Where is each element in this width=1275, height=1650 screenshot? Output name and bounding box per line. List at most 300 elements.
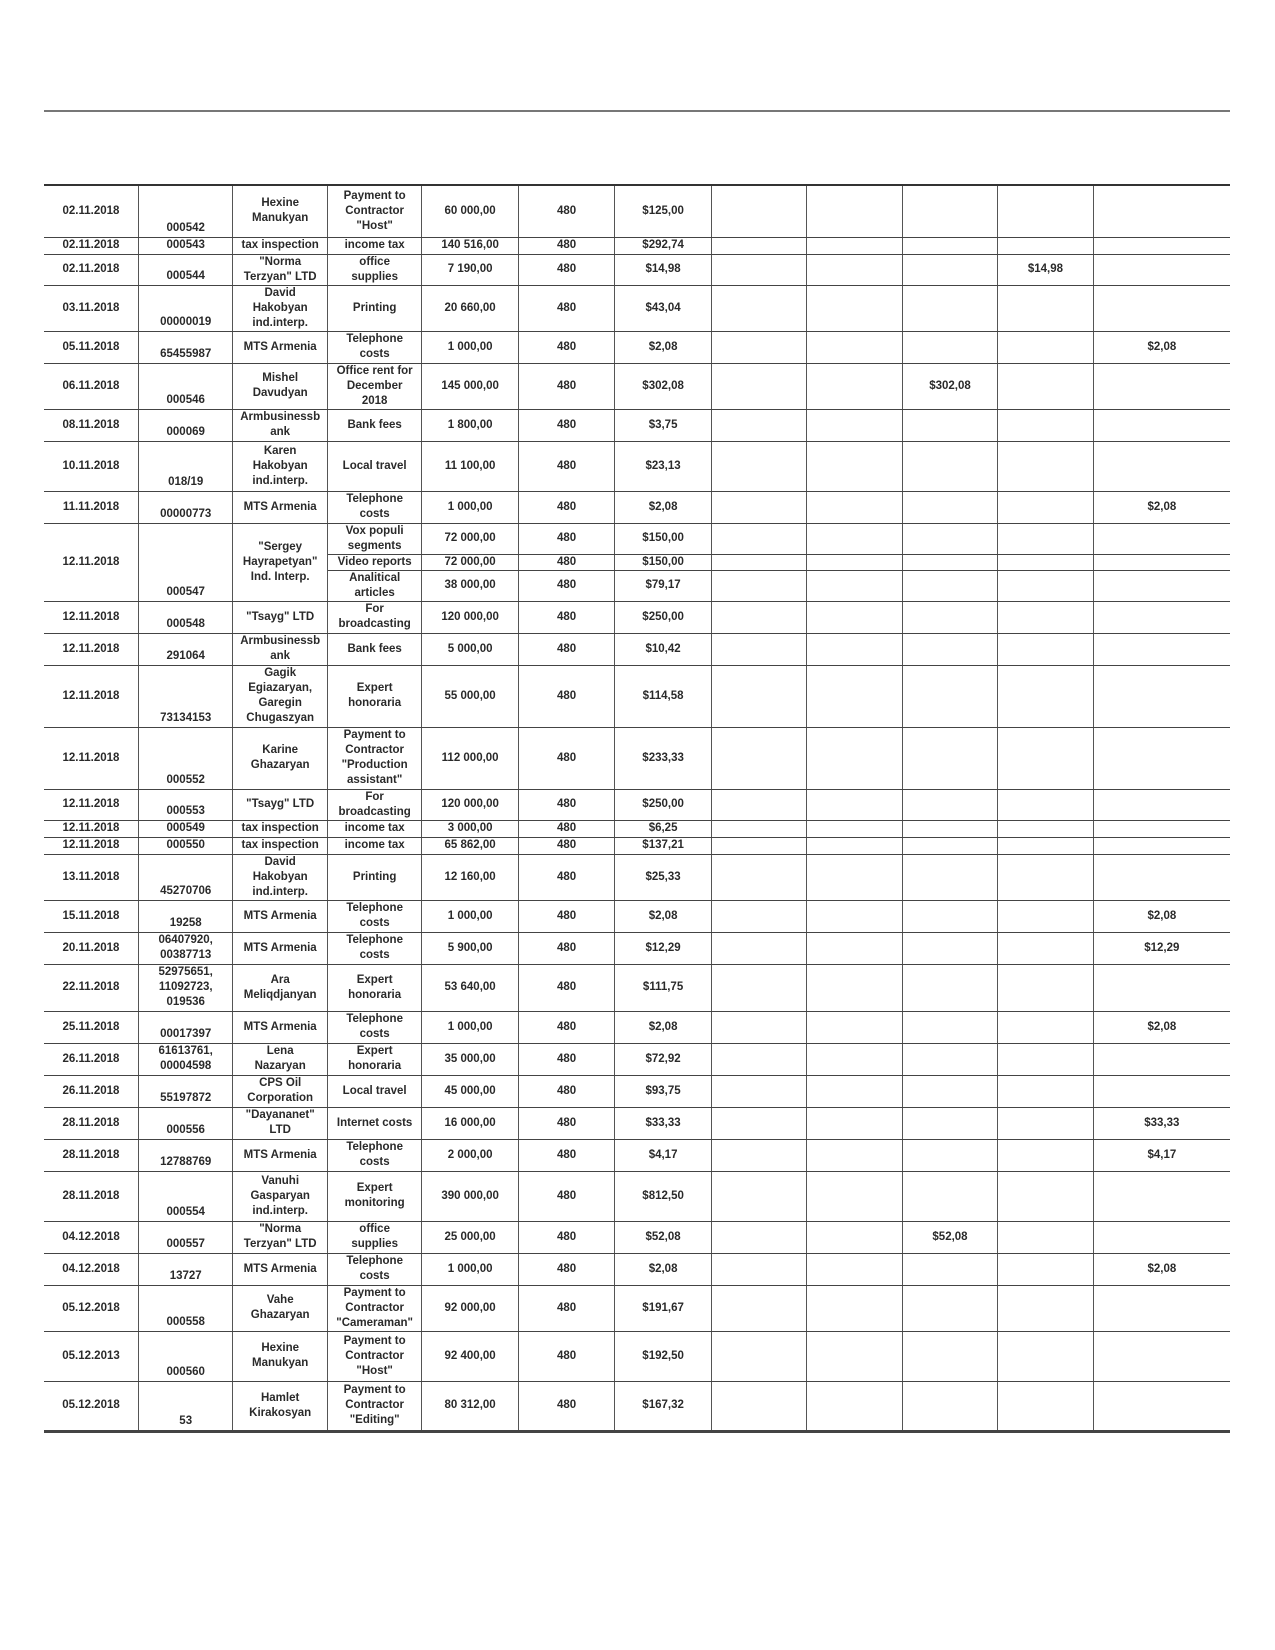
counterparty-cell: MTS Armenia (233, 1253, 327, 1285)
purpose-cell: Video reports (327, 554, 421, 570)
doc-number-cell: 000069 (138, 409, 232, 441)
purpose-cell: Local travel (327, 1075, 421, 1107)
expense-col-3-cell (902, 185, 997, 237)
purpose-cell: Internet costs (327, 1107, 421, 1139)
doc-number-cell: 000552 (138, 727, 232, 789)
amount-amd-cell: 140 516,00 (422, 237, 518, 254)
expense-col-2-cell (807, 285, 902, 331)
amount-amd-cell: 5 000,00 (422, 633, 518, 665)
expense-col-1-cell (711, 601, 806, 633)
purpose-cell: office supplies (327, 254, 421, 285)
expense-col-2-cell (807, 254, 902, 285)
counterparty-cell: MTS Armenia (233, 491, 327, 523)
expense-col-5-cell (1093, 601, 1230, 633)
date-cell: 08.11.2018 (44, 409, 138, 441)
expense-col-4-cell (998, 1381, 1093, 1431)
expense-col-2-cell (807, 185, 902, 237)
expense-col-5-cell (1093, 237, 1230, 254)
expense-col-5-cell (1093, 1043, 1230, 1075)
doc-number-cell: 018/19 (138, 441, 232, 491)
exchange-rate-cell: 480 (518, 854, 614, 900)
amount-amd-cell: 35 000,00 (422, 1043, 518, 1075)
table-row (44, 331, 1230, 363)
amount-usd-cell: $10,42 (615, 633, 711, 665)
counterparty-cell: Vanuhi Gasparyan ind.interp. (233, 1171, 327, 1221)
expense-col-2-cell (807, 1171, 902, 1221)
expense-col-5-cell (1093, 554, 1230, 570)
exchange-rate-cell: 480 (518, 254, 614, 285)
amount-usd-cell: $6,25 (615, 820, 711, 837)
expense-col-4-cell (998, 1139, 1093, 1171)
doc-number-cell: 000554 (138, 1171, 232, 1221)
purpose-cell: Expert honoraria (327, 665, 421, 727)
purpose-cell: Telephone costs (327, 932, 421, 964)
amount-amd-cell: 1 000,00 (422, 1011, 518, 1043)
counterparty-cell: tax inspection (233, 237, 327, 254)
doc-number-cell: 000546 (138, 363, 232, 409)
expense-col-2-cell (807, 1075, 902, 1107)
purpose-cell: Printing (327, 854, 421, 900)
table-row (44, 1107, 1230, 1139)
purpose-cell: Payment to Contractor "Editing" (327, 1381, 421, 1431)
doc-number-cell: 00000773 (138, 491, 232, 523)
expense-col-3-cell (902, 820, 997, 837)
expense-col-3-cell (902, 409, 997, 441)
expense-col-3-cell (902, 554, 997, 570)
expense-col-4-cell (998, 727, 1093, 789)
expense-col-1-cell (711, 633, 806, 665)
counterparty-cell: "Dayananet" LTD (233, 1107, 327, 1139)
expense-col-1-cell (711, 1253, 806, 1285)
expense-col-5-cell (1093, 964, 1230, 1011)
expense-col-2-cell (807, 570, 902, 601)
counterparty-cell: Hexine Manukyan (233, 1331, 327, 1381)
expense-col-5-cell (1093, 441, 1230, 491)
expense-col-4-cell (998, 570, 1093, 601)
exchange-rate-cell: 480 (518, 523, 614, 554)
expense-col-3-cell (902, 1043, 997, 1075)
expense-col-5-cell (1093, 727, 1230, 789)
purpose-cell: Bank fees (327, 409, 421, 441)
amount-amd-cell: 72 000,00 (422, 523, 518, 554)
expense-col-5-cell: $2,08 (1093, 1011, 1230, 1043)
doc-number-cell: 53 (138, 1381, 232, 1431)
exchange-rate-cell: 480 (518, 1043, 614, 1075)
expense-col-2-cell (807, 1285, 902, 1331)
purpose-cell: For broadcasting (327, 601, 421, 633)
expense-col-5-cell (1093, 837, 1230, 854)
expense-col-1-cell (711, 820, 806, 837)
purpose-cell: Local travel (327, 441, 421, 491)
purpose-cell: Analitical articles (327, 570, 421, 601)
exchange-rate-cell: 480 (518, 900, 614, 932)
purpose-cell: income tax (327, 237, 421, 254)
doc-number-cell: 00017397 (138, 1011, 232, 1043)
top-rule (44, 110, 1230, 112)
expense-col-3-cell (902, 254, 997, 285)
exchange-rate-cell: 480 (518, 964, 614, 1011)
purpose-cell: Expert honoraria (327, 1043, 421, 1075)
doc-number-cell: 000542 (138, 185, 232, 237)
expense-col-2-cell (807, 237, 902, 254)
doc-number-cell: 000549 (138, 820, 232, 837)
purpose-cell: office supplies (327, 1221, 421, 1253)
amount-usd-cell: $3,75 (615, 409, 711, 441)
counterparty-cell: "Tsayg" LTD (233, 789, 327, 820)
purpose-cell: Payment to Contractor "Production assistant" (327, 727, 421, 789)
amount-usd-cell: $2,08 (615, 900, 711, 932)
date-cell: 28.11.2018 (44, 1171, 138, 1221)
expense-col-2-cell (807, 331, 902, 363)
amount-usd-cell: $114,58 (615, 665, 711, 727)
purpose-cell: Telephone costs (327, 1139, 421, 1171)
table-row (44, 1381, 1230, 1431)
expense-col-2-cell (807, 523, 902, 554)
expense-col-1-cell (711, 1075, 806, 1107)
expense-col-5-cell: $2,08 (1093, 900, 1230, 932)
exchange-rate-cell: 480 (518, 633, 614, 665)
table-row (44, 1171, 1230, 1221)
amount-amd-cell: 1 000,00 (422, 491, 518, 523)
amount-usd-cell: $167,32 (615, 1381, 711, 1431)
expense-col-2-cell (807, 789, 902, 820)
expense-col-4-cell (998, 331, 1093, 363)
expense-col-1-cell (711, 1285, 806, 1331)
expense-col-3-cell (902, 1253, 997, 1285)
counterparty-cell: MTS Armenia (233, 331, 327, 363)
expense-col-3-cell: $52,08 (902, 1221, 997, 1253)
exchange-rate-cell: 480 (518, 1331, 614, 1381)
amount-amd-cell: 55 000,00 (422, 665, 518, 727)
expense-col-5-cell: $2,08 (1093, 331, 1230, 363)
amount-usd-cell: $250,00 (615, 789, 711, 820)
expense-col-5-cell (1093, 570, 1230, 601)
doc-number-cell: 000543 (138, 237, 232, 254)
expense-col-5-cell (1093, 1285, 1230, 1331)
amount-usd-cell: $2,08 (615, 1011, 711, 1043)
expense-col-5-cell (1093, 1171, 1230, 1221)
amount-usd-cell: $192,50 (615, 1331, 711, 1381)
expense-col-1-cell (711, 727, 806, 789)
expense-col-2-cell (807, 601, 902, 633)
doc-number-cell: 52975651, 11092723, 019536 (138, 964, 232, 1011)
expense-col-4-cell (998, 285, 1093, 331)
date-cell: 02.11.2018 (44, 237, 138, 254)
amount-usd-cell: $23,13 (615, 441, 711, 491)
doc-number-cell: 000550 (138, 837, 232, 854)
expense-col-1-cell (711, 254, 806, 285)
expense-col-3-cell (902, 601, 997, 633)
amount-usd-cell: $4,17 (615, 1139, 711, 1171)
amount-amd-cell: 112 000,00 (422, 727, 518, 789)
exchange-rate-cell: 480 (518, 363, 614, 409)
exchange-rate-cell: 480 (518, 331, 614, 363)
expense-col-5-cell (1093, 1381, 1230, 1431)
date-cell: 02.11.2018 (44, 254, 138, 285)
purpose-cell: Payment to Contractor "Host" (327, 185, 421, 237)
amount-amd-cell: 120 000,00 (422, 601, 518, 633)
expense-col-2-cell (807, 932, 902, 964)
date-cell: 22.11.2018 (44, 964, 138, 1011)
purpose-cell: Vox populi segments (327, 523, 421, 554)
expense-col-4-cell (998, 932, 1093, 964)
counterparty-cell: Lena Nazaryan (233, 1043, 327, 1075)
table-row (44, 1221, 1230, 1253)
expense-col-4-cell (998, 491, 1093, 523)
date-cell: 10.11.2018 (44, 441, 138, 491)
exchange-rate-cell: 480 (518, 820, 614, 837)
amount-amd-cell: 145 000,00 (422, 363, 518, 409)
expense-col-4-cell (998, 1011, 1093, 1043)
date-cell: 05.12.2018 (44, 1285, 138, 1331)
amount-amd-cell: 7 190,00 (422, 254, 518, 285)
expense-col-1-cell (711, 1381, 806, 1431)
table-row (44, 1331, 1230, 1381)
expense-col-5-cell (1093, 854, 1230, 900)
expense-col-5-cell (1093, 363, 1230, 409)
doc-number-cell: 19258 (138, 900, 232, 932)
exchange-rate-cell: 480 (518, 237, 614, 254)
exchange-rate-cell: 480 (518, 1285, 614, 1331)
amount-amd-cell: 1 800,00 (422, 409, 518, 441)
table-row (44, 837, 1230, 854)
expense-col-4-cell (998, 633, 1093, 665)
expense-col-2-cell (807, 1221, 902, 1253)
counterparty-cell: Karen Hakobyan ind.interp. (233, 441, 327, 491)
table-row (44, 900, 1230, 932)
amount-usd-cell: $25,33 (615, 854, 711, 900)
expense-col-5-cell (1093, 285, 1230, 331)
amount-amd-cell: 20 660,00 (422, 285, 518, 331)
counterparty-cell: CPS Oil Corporation (233, 1075, 327, 1107)
purpose-cell: Bank fees (327, 633, 421, 665)
expense-col-2-cell (807, 363, 902, 409)
expense-col-5-cell: $12,29 (1093, 932, 1230, 964)
purpose-cell: Expert monitoring (327, 1171, 421, 1221)
table-row (44, 237, 1230, 254)
purpose-cell: Telephone costs (327, 491, 421, 523)
counterparty-cell: tax inspection (233, 837, 327, 854)
amount-usd-cell: $72,92 (615, 1043, 711, 1075)
expense-col-1-cell (711, 331, 806, 363)
exchange-rate-cell: 480 (518, 1107, 614, 1139)
expense-col-1-cell (711, 1139, 806, 1171)
date-cell: 28.11.2018 (44, 1107, 138, 1139)
date-cell: 06.11.2018 (44, 363, 138, 409)
amount-amd-cell: 53 640,00 (422, 964, 518, 1011)
expense-col-5-cell (1093, 254, 1230, 285)
expense-col-2-cell (807, 665, 902, 727)
doc-number-cell: 000557 (138, 1221, 232, 1253)
expense-col-2-cell (807, 854, 902, 900)
date-cell: 11.11.2018 (44, 491, 138, 523)
purpose-cell: Telephone costs (327, 331, 421, 363)
amount-usd-cell: $125,00 (615, 185, 711, 237)
amount-usd-cell: $79,17 (615, 570, 711, 601)
amount-usd-cell: $2,08 (615, 331, 711, 363)
expense-col-4-cell (998, 1331, 1093, 1381)
exchange-rate-cell: 480 (518, 601, 614, 633)
expense-col-4-cell (998, 820, 1093, 837)
date-cell: 04.12.2018 (44, 1253, 138, 1285)
table-row (44, 1285, 1230, 1331)
expense-col-3-cell: $302,08 (902, 363, 997, 409)
expense-col-3-cell (902, 570, 997, 601)
expense-col-4-cell (998, 900, 1093, 932)
amount-amd-cell: 80 312,00 (422, 1381, 518, 1431)
date-cell: 02.11.2018 (44, 185, 138, 237)
amount-amd-cell: 5 900,00 (422, 932, 518, 964)
expense-col-1-cell (711, 932, 806, 964)
expense-col-2-cell (807, 633, 902, 665)
expense-col-1-cell (711, 185, 806, 237)
expense-col-4-cell (998, 363, 1093, 409)
exchange-rate-cell: 480 (518, 1139, 614, 1171)
amount-amd-cell: 12 160,00 (422, 854, 518, 900)
date-cell: 03.11.2018 (44, 285, 138, 331)
date-cell: 15.11.2018 (44, 900, 138, 932)
expense-col-3-cell (902, 1107, 997, 1139)
date-cell: 12.11.2018 (44, 601, 138, 633)
expense-col-3-cell (902, 237, 997, 254)
expense-col-1-cell (711, 1331, 806, 1381)
expense-col-5-cell (1093, 185, 1230, 237)
counterparty-cell: MTS Armenia (233, 1139, 327, 1171)
table-row (44, 932, 1230, 964)
table-row (44, 1139, 1230, 1171)
expense-col-1-cell (711, 523, 806, 554)
expense-col-2-cell (807, 441, 902, 491)
doc-number-cell: 55197872 (138, 1075, 232, 1107)
expense-col-2-cell (807, 1253, 902, 1285)
counterparty-cell: Mishel Davudyan (233, 363, 327, 409)
date-cell: 12.11.2018 (44, 665, 138, 727)
amount-usd-cell: $292,74 (615, 237, 711, 254)
table-row (44, 409, 1230, 441)
table-row (44, 185, 1230, 237)
doc-number-cell: 000547 (138, 523, 232, 601)
expense-col-1-cell (711, 1043, 806, 1075)
date-cell: 12.11.2018 (44, 523, 138, 601)
amount-usd-cell: $12,29 (615, 932, 711, 964)
expense-col-1-cell (711, 665, 806, 727)
exchange-rate-cell: 480 (518, 837, 614, 854)
amount-usd-cell: $233,33 (615, 727, 711, 789)
doc-number-cell: 73134153 (138, 665, 232, 727)
amount-amd-cell: 60 000,00 (422, 185, 518, 237)
table-row (44, 665, 1230, 727)
counterparty-cell: tax inspection (233, 820, 327, 837)
date-cell: 12.11.2018 (44, 837, 138, 854)
expense-col-3-cell (902, 523, 997, 554)
exchange-rate-cell: 480 (518, 554, 614, 570)
table-row (44, 1075, 1230, 1107)
expense-col-5-cell (1093, 820, 1230, 837)
expense-col-4-cell (998, 837, 1093, 854)
expense-col-2-cell (807, 554, 902, 570)
exchange-rate-cell: 480 (518, 441, 614, 491)
expense-col-1-cell (711, 554, 806, 570)
date-cell: 26.11.2018 (44, 1043, 138, 1075)
expense-col-3-cell (902, 1139, 997, 1171)
counterparty-cell: Hamlet Kirakosyan (233, 1381, 327, 1431)
amount-amd-cell: 16 000,00 (422, 1107, 518, 1139)
purpose-cell: Payment to Contractor "Cameraman" (327, 1285, 421, 1331)
expense-col-5-cell: $33,33 (1093, 1107, 1230, 1139)
expense-col-4-cell (998, 523, 1093, 554)
purpose-cell: Expert honoraria (327, 964, 421, 1011)
table-row (44, 1011, 1230, 1043)
amount-amd-cell: 92 400,00 (422, 1331, 518, 1381)
expense-col-4-cell (998, 964, 1093, 1011)
expense-col-4-cell (998, 554, 1093, 570)
expense-col-2-cell (807, 1043, 902, 1075)
expense-col-3-cell (902, 932, 997, 964)
counterparty-cell: MTS Armenia (233, 900, 327, 932)
expense-col-4-cell: $14,98 (998, 254, 1093, 285)
counterparty-cell: Armbusinessb ank (233, 409, 327, 441)
expense-col-4-cell (998, 1171, 1093, 1221)
counterparty-cell: Gagik Egiazaryan, Garegin Chugaszyan (233, 665, 327, 727)
exchange-rate-cell: 480 (518, 1221, 614, 1253)
purpose-cell: Telephone costs (327, 1253, 421, 1285)
doc-number-cell: 291064 (138, 633, 232, 665)
expense-col-1-cell (711, 964, 806, 1011)
expense-col-1-cell (711, 491, 806, 523)
exchange-rate-cell: 480 (518, 491, 614, 523)
expense-col-1-cell (711, 441, 806, 491)
expense-col-4-cell (998, 185, 1093, 237)
expense-col-3-cell (902, 837, 997, 854)
date-cell: 12.11.2018 (44, 820, 138, 837)
date-cell: 12.11.2018 (44, 633, 138, 665)
expense-col-2-cell (807, 900, 902, 932)
counterparty-cell: David Hakobyan ind.interp. (233, 285, 327, 331)
expense-col-5-cell: $4,17 (1093, 1139, 1230, 1171)
expense-col-3-cell (902, 854, 997, 900)
table-row (44, 789, 1230, 820)
amount-amd-cell: 45 000,00 (422, 1075, 518, 1107)
counterparty-cell: "Sergey Hayrapetyan" Ind. Interp. (233, 523, 327, 601)
expense-col-2-cell (807, 964, 902, 1011)
amount-usd-cell: $250,00 (615, 601, 711, 633)
table-row (44, 854, 1230, 900)
exchange-rate-cell: 480 (518, 1171, 614, 1221)
expense-col-4-cell (998, 789, 1093, 820)
counterparty-cell: Ara Meliqdjanyan (233, 964, 327, 1011)
expense-col-1-cell (711, 237, 806, 254)
expense-col-3-cell (902, 964, 997, 1011)
expense-col-3-cell (902, 727, 997, 789)
exchange-rate-cell: 480 (518, 570, 614, 601)
expense-col-3-cell (902, 1075, 997, 1107)
doc-number-cell: 000553 (138, 789, 232, 820)
expense-col-1-cell (711, 570, 806, 601)
amount-usd-cell: $52,08 (615, 1221, 711, 1253)
amount-usd-cell: $2,08 (615, 491, 711, 523)
expense-col-1-cell (711, 1221, 806, 1253)
counterparty-cell: MTS Armenia (233, 932, 327, 964)
amount-usd-cell: $43,04 (615, 285, 711, 331)
expense-col-5-cell (1093, 409, 1230, 441)
doc-number-cell: 00000019 (138, 285, 232, 331)
expense-col-2-cell (807, 727, 902, 789)
expense-col-5-cell (1093, 523, 1230, 554)
table-row (44, 727, 1230, 789)
expense-col-4-cell (998, 1221, 1093, 1253)
expense-col-3-cell (902, 441, 997, 491)
amount-usd-cell: $2,08 (615, 1253, 711, 1285)
